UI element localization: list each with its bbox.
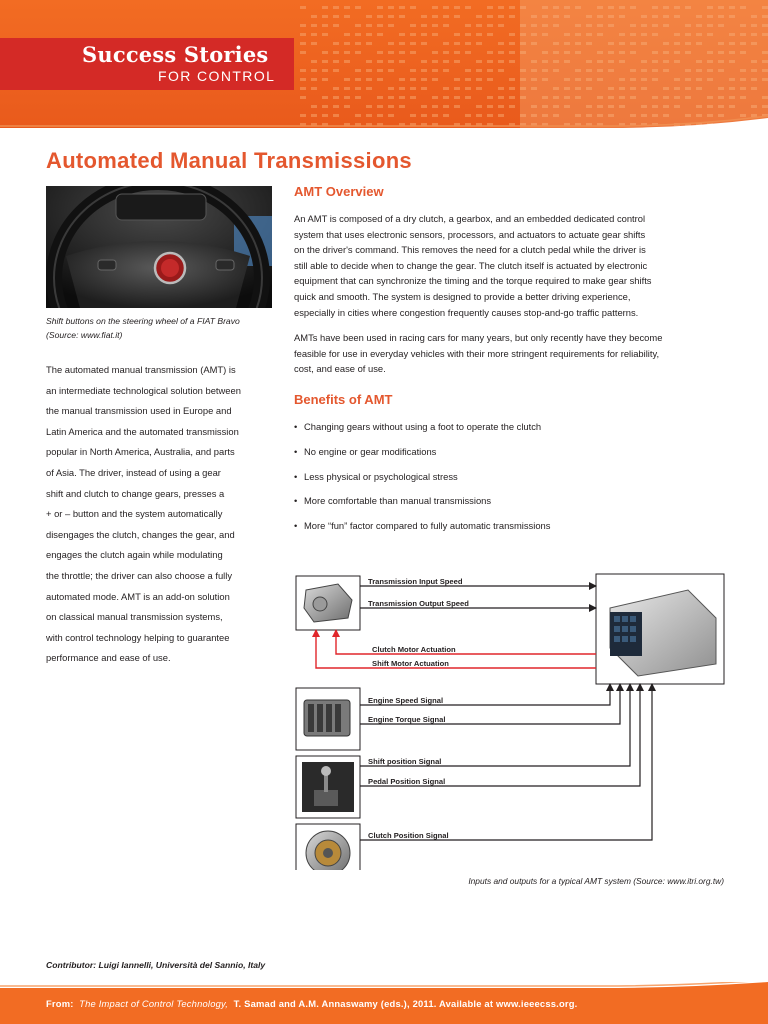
footer-details: T. Samad and A.M. Annaswamy (eds.), 2011. Available at www.ieeecss.org.	[233, 998, 578, 1009]
engine-icon	[304, 700, 350, 736]
list-item	[294, 421, 724, 446]
label-engine-torque-signal: Engine Torque Signal	[368, 715, 446, 724]
list-item-text: More “fun” factor compared to fully automatic transmissions	[304, 520, 551, 532]
label-shift-motor-actuation: Shift Motor Actuation	[372, 659, 449, 668]
label-transmission-output-speed: Transmission Output Speed	[368, 599, 469, 608]
benefits-heading: Benefits of AMT	[294, 392, 393, 407]
intro-line: automated mode. AMT is an add-on solution	[46, 590, 230, 602]
list-item-text: Changing gears without using a foot to operate the clutch	[304, 421, 542, 432]
intro-line: of Asia. The driver, instead of using a gear	[46, 466, 221, 478]
contributor-credit: Contributor: Luigi Iannelli, Università del Sannio, Italy	[46, 960, 266, 970]
page-title: Automated Manual Transmissions	[46, 148, 412, 173]
label-engine-speed-signal: Engine Speed Signal	[368, 696, 444, 705]
overview-line: AMTs have been used in racing cars for many years, but only recently have they become	[294, 332, 663, 343]
overview-line: An AMT is composed of a dry clutch, a gearbox, and an embedded dedicated control	[294, 213, 646, 224]
overview-paragraph-1	[294, 211, 726, 320]
list-item	[294, 520, 724, 545]
label-clutch-position-signal: Clutch Position Signal	[368, 831, 449, 840]
photo-caption-line: Shift buttons on the steering wheel of a FIAT Bravo	[46, 316, 240, 326]
bullet-icon: •	[294, 445, 298, 457]
page-header	[0, 0, 768, 128]
page-footer	[0, 982, 768, 1024]
intro-paragraph	[46, 360, 272, 669]
bullet-icon: •	[294, 520, 298, 532]
benefits-list	[294, 421, 724, 545]
overview-line: on the driver's command. This removes the need for a clutch pedal while the driver is	[294, 244, 646, 256]
steering-wheel-illustration	[46, 186, 272, 308]
intro-line: Latin America and the automated transmission	[46, 425, 239, 437]
list-item	[294, 495, 724, 520]
clutch-icon	[306, 831, 350, 870]
label-clutch-motor-actuation: Clutch Motor Actuation	[372, 645, 456, 654]
photo-caption-source: (Source: www.fiat.it)	[46, 330, 123, 340]
list-item	[294, 471, 724, 496]
gear-shifter-icon	[302, 762, 354, 812]
intro-line: shift and clutch to change gears, presses a	[46, 487, 225, 499]
intro-line: popular in North America, Australia, and parts	[46, 446, 235, 458]
intro-line: disengages the clutch, changes the gear, and	[46, 528, 235, 540]
diagram-caption: Inputs and outputs for a typical AMT system (Source: www.itri.org.tw)	[468, 876, 724, 886]
footer-prefix: From:	[46, 998, 74, 1009]
label-transmission-input-speed: Transmission Input Speed	[368, 577, 463, 586]
overview-line: still able to decide when to change the gear. The clutch itself is actuated by electronic	[294, 259, 648, 271]
bullet-icon: •	[294, 495, 298, 507]
intro-line: the manual transmission used in Europe and	[46, 405, 232, 417]
overview-line: feasible for use in everyday vehicles with their more stringent requirements for reliability,	[294, 347, 660, 359]
overview-line: cost, and ease of use.	[294, 363, 386, 375]
overview-paragraph-2	[294, 330, 726, 377]
amt-io-diagram	[292, 568, 728, 870]
overview-line: system that uses electronic sensors, processors, and actuators to actuate gear shifts	[294, 228, 646, 240]
intro-line: with control technology helping to guarantee	[46, 631, 230, 643]
label-pedal-position-signal: Pedal Position Signal	[368, 777, 446, 786]
label-shift-position-signal: Shift position Signal	[368, 757, 442, 766]
bullet-icon: •	[294, 421, 298, 432]
list-item-text: Less physical or psychological stress	[304, 470, 458, 482]
intro-line: The automated manual transmission (AMT) is	[46, 364, 236, 375]
list-item-text: No engine or gear modifications	[304, 445, 437, 457]
list-item-text: More comfortable than manual transmissions	[304, 495, 492, 507]
intro-line: the throttle; the driver can also choose a fully	[46, 569, 233, 581]
overview-heading: AMT Overview	[294, 184, 384, 199]
overview-line: quick and smooth. The system is designed to provide a better driving experience,	[294, 290, 631, 302]
intro-line: engages the clutch again while modulating	[46, 549, 223, 561]
intro-line: performance and ease of use.	[46, 652, 171, 664]
footer-book-title: The Impact of Control Technology,	[79, 998, 229, 1009]
intro-line: on classical manual transmission systems,	[46, 611, 223, 623]
overview-line: equipment that can synchronize the timing and the torque required to make gear shifts	[294, 275, 652, 287]
brand-subtitle: FOR CONTROL	[158, 68, 276, 84]
intro-line: an intermediate technological solution between	[46, 384, 241, 396]
bullet-icon: •	[294, 470, 298, 482]
intro-line: + or – button and the system automatically	[46, 508, 223, 520]
list-item	[294, 446, 724, 471]
brand-banner	[0, 38, 294, 90]
steering-wheel-photo	[46, 186, 272, 308]
overview-line: especially in cities where congestion frequently causes stop-and-go traffic patterns.	[294, 306, 639, 318]
brand-title: Success Stories	[82, 42, 269, 67]
footer-citation	[46, 998, 578, 1009]
actuation-lines	[316, 630, 596, 668]
photo-caption	[46, 314, 278, 342]
